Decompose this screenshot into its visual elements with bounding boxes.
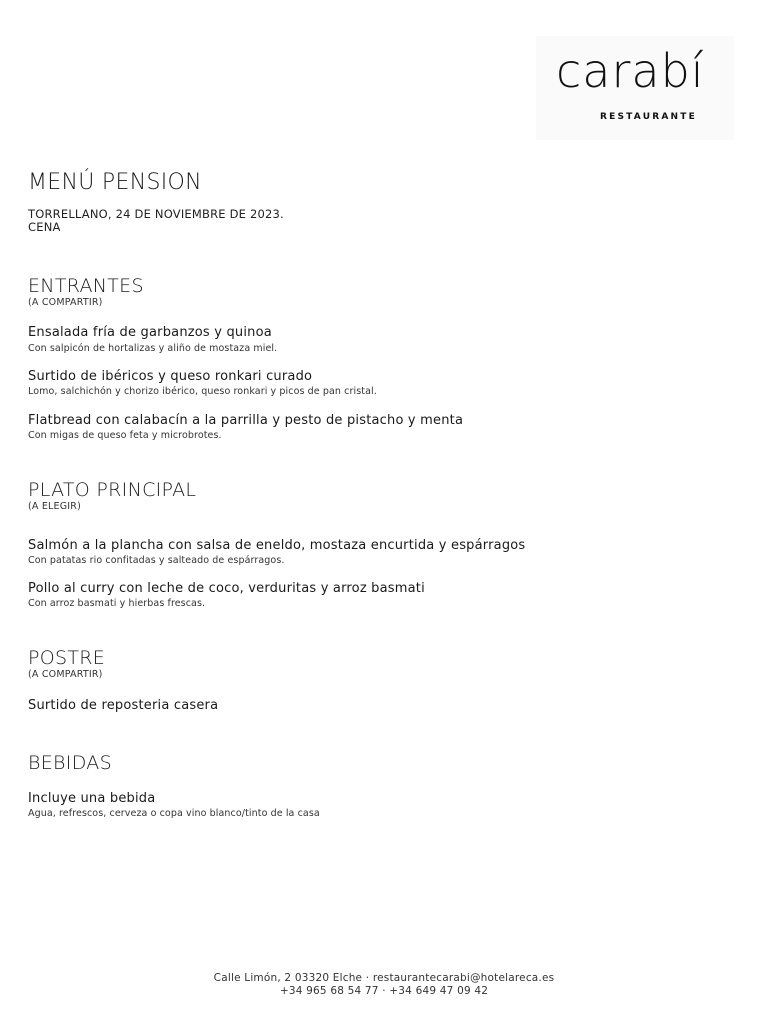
menu-location-date: TORRELLANO, 24 DE NOVIEMBRE DE 2023. [28,207,284,221]
dish-name: Surtido de ibéricos y queso ronkari curado [28,369,313,384]
section-title-bebidas: BEBIDAS [28,752,112,774]
dish-description: Con arroz basmati y hierbas frescas. [28,598,206,609]
logo-subtitle: RESTAURANTE [600,112,697,122]
dish-name: Surtido de reposteria casera [28,698,219,713]
footer-phones: +34 965 68 54 77 · +34 649 47 09 42 [279,985,489,997]
logo [536,36,734,140]
dish-description: Con migas de queso feta y microbrotes. [28,430,222,441]
dish-name: Incluye una bebida [28,791,156,806]
dish-name: Ensalada fría de garbanzos y quinoa [28,325,272,340]
section-title-entrantes: ENTRANTES [28,275,144,297]
menu-title: MENÚ PENSION [28,170,202,195]
dish-name: Flatbread con calabacín a la parrilla y pesto de pistacho y menta [28,413,464,428]
section-note-postre: (A COMPARTIR) [28,669,103,680]
section-title-postre: POSTRE [28,647,106,669]
dish-description: Agua, refrescos, cerveza o copa vino blanco/tinto de la casa [28,808,320,819]
section-title-plato-principal: PLATO PRINCIPAL [28,479,197,501]
footer-address: Calle Limón, 2 03320 Elche · restaurantecarabi@hotelareca.es [213,972,555,984]
section-note-plato-principal: (A ELEGIR) [28,501,81,512]
dish-description: Con salpicón de hortalizas y aliño de mostaza miel. [28,343,278,354]
dish-description: Lomo, salchichón y chorizo ibérico, queso ronkari y picos de pan cristal. [28,386,377,397]
dish-description: Con patatas rio confitadas y salteado de espárragos. [28,555,285,566]
section-note-entrantes: (A COMPARTIR) [28,297,103,308]
logo-wordmark: carabí [556,44,705,98]
dish-name: Salmón a la plancha con salsa de eneldo, mostaza encurtida y espárragos [28,538,526,553]
dish-name: Pollo al curry con leche de coco, verduritas y arroz basmati [28,581,425,596]
menu-service: CENA [28,220,61,234]
